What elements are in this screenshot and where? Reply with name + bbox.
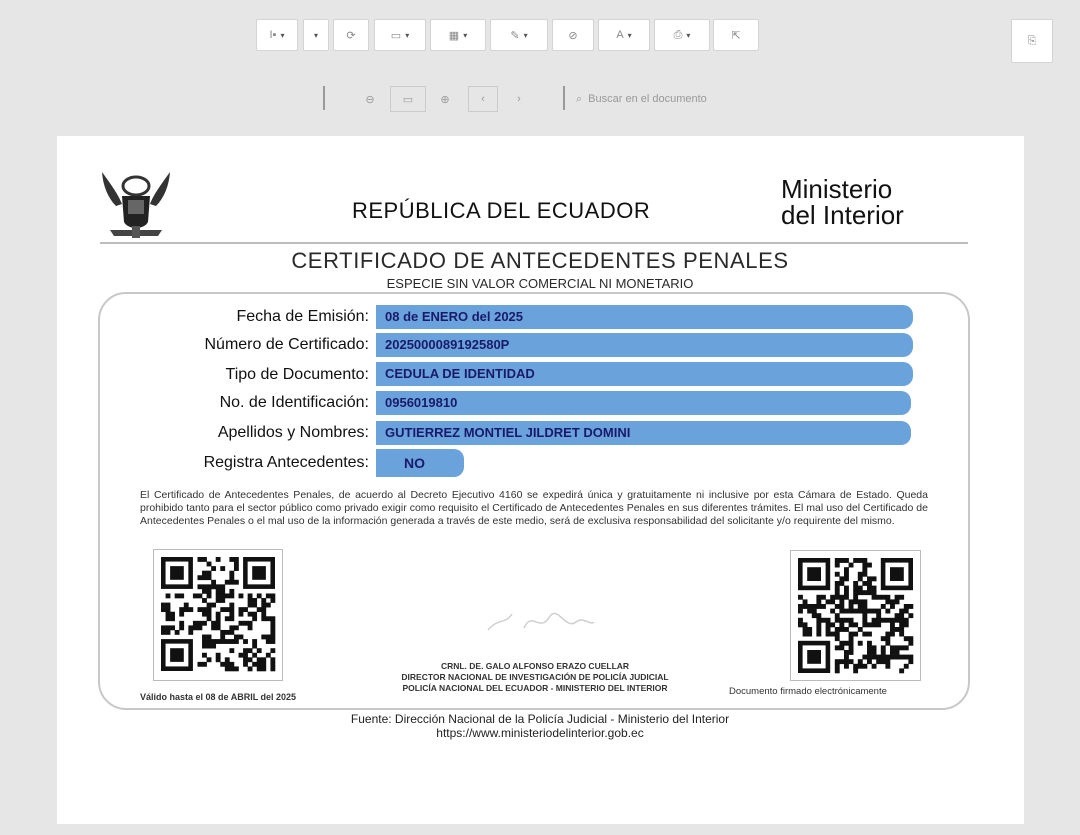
chevron-down-icon: ▾	[313, 30, 318, 40]
electronic-signature-note: Documento firmado electrónicamente	[729, 686, 887, 697]
coat-of-arms-icon	[98, 164, 174, 242]
toolbar-zoom-out-button[interactable]	[355, 86, 385, 112]
republic-heading: REPÚBLICA DEL ECUADOR	[352, 198, 651, 223]
field-label-document-type: Tipo de Documento:	[225, 366, 369, 383]
chevron-down-icon: ▾	[523, 30, 528, 40]
chevron-left-icon: ‹	[481, 93, 485, 105]
source-footer	[0, 712, 1080, 740]
toolbar-page-indicator[interactable]	[390, 86, 426, 112]
chevron-down-icon: ▾	[280, 30, 285, 40]
signer-name: CRNL. DE. GALO ALFONSO ERAZO CUELLAR	[440, 661, 630, 671]
chevron-right-icon: ›	[517, 93, 521, 105]
toolbar-fit-button[interactable]	[713, 19, 759, 51]
toolbar-print-button[interactable]	[654, 19, 710, 51]
page-number-icon: ▭	[402, 93, 414, 106]
signature-block	[300, 661, 770, 694]
search-label: Buscar en el documento	[588, 93, 707, 105]
signer-institution: POLICÍA NACIONAL DEL ECUADOR - MINISTERIO DEL INTERIOR	[402, 683, 668, 693]
field-label-issue-date: Fecha de Emisión:	[236, 308, 369, 325]
legal-notice: El Certificado de Antecedentes Penales, de acuerdo al Decreto Ejecutivo 4160 se expedirá única y gratuitamente ni inclusive por esta Cámara de Estado. Queda prohibido tanto para el sector público como privado exigir como requisito el Certificado de Antecedentes Penales en sus diferentes trámites. El mal uso del Certificado de Antecedentes Penales o el mal uso de la información generada a través de este medio, será de exclusiva responsabilidad del solicitante y/o requirente del mismo.	[140, 489, 928, 527]
zoom-in-icon: ⊕	[440, 93, 450, 106]
certificate-subtitle: ESPECIE SIN VALOR COMERCIAL NI MONETARIO	[386, 276, 694, 291]
field-value-certificate-number: 2025000089192580P	[376, 333, 913, 357]
field-value-full-name: GUTIERREZ MONTIEL JILDRET DOMINI	[376, 421, 911, 445]
toolbar-draw-button[interactable]	[490, 19, 548, 51]
highlight-icon: A	[616, 29, 624, 41]
signature-mark-icon	[480, 600, 600, 640]
field-value-records: NO	[376, 449, 464, 477]
toolbar-zoom-in-button[interactable]	[430, 86, 460, 112]
chevron-down-icon: ▾	[627, 30, 632, 40]
search-icon: ⌕	[576, 92, 583, 105]
grid-icon: ▦	[448, 29, 460, 42]
ministry-line-2: del Interior	[781, 200, 904, 230]
field-value-document-type: CEDULA DE IDENTIDAD	[376, 362, 913, 386]
qr-code-icon	[153, 549, 283, 681]
toolbar-previous-button[interactable]	[468, 86, 498, 112]
text-cursor-icon: I▪	[269, 29, 277, 41]
validation-qr-code	[153, 549, 283, 681]
chevron-down-icon: ▾	[463, 30, 468, 40]
save-icon: ⎘	[1027, 34, 1037, 47]
validity-date: Válido hasta el 08 de ABRIL del 2025	[140, 692, 297, 702]
toolbar-text-button[interactable]	[256, 19, 298, 51]
toolbar-save-button[interactable]	[1011, 19, 1053, 63]
ministry-line-1: Ministerio	[781, 174, 893, 204]
search-field[interactable]	[576, 86, 756, 112]
toolbar-separator	[563, 86, 565, 110]
header-divider	[100, 242, 968, 244]
toolbar-rotate-button[interactable]	[333, 19, 369, 51]
fit-page-icon: ⇱	[731, 29, 741, 42]
toolbar-highlight-button[interactable]	[598, 19, 650, 51]
source-url: https://www.ministeriodelinterior.gob.ec	[436, 726, 644, 740]
toolbar-separator	[323, 86, 325, 110]
field-label-certificate-number: Número de Certificado:	[204, 336, 369, 353]
field-label-id-number: No. de Identificación:	[219, 394, 369, 411]
qr-code-icon	[790, 550, 921, 681]
field-value-issue-date: 08 de ENERO del 2025	[376, 305, 913, 329]
field-value-id-number: 0956019810	[376, 391, 911, 415]
field-label-full-name: Apellidos y Nombres:	[217, 424, 369, 441]
eraser-icon: ⊘	[568, 29, 578, 42]
chevron-down-icon: ▾	[686, 30, 691, 40]
zoom-out-icon: ⊖	[365, 93, 375, 106]
rotate-icon: ⟳	[346, 29, 356, 42]
toolbar-view-button[interactable]	[430, 19, 486, 51]
pen-icon: ✎	[510, 29, 520, 42]
field-label-records: Registra Antecedentes:	[203, 454, 369, 471]
toolbar-zoom-button[interactable]	[303, 19, 329, 51]
signer-title: DIRECTOR NACIONAL DE INVESTIGACIÓN DE POLICÍA JUDICIAL	[401, 672, 669, 682]
certificate-title: CERTIFICADO DE ANTECEDENTES PENALES	[291, 248, 789, 273]
ministry-logo	[781, 176, 904, 228]
toolbar-page-button[interactable]	[374, 19, 426, 51]
print-icon: ⎙	[673, 28, 683, 41]
page-icon: ▭	[390, 29, 402, 42]
toolbar-next-button[interactable]	[506, 86, 532, 112]
chevron-down-icon: ▾	[405, 30, 410, 40]
source-text: Fuente: Dirección Nacional de la Policía Judicial - Ministerio del Interior	[350, 712, 730, 726]
signature-qr-code	[790, 550, 921, 681]
toolbar-erase-button[interactable]	[552, 19, 594, 51]
